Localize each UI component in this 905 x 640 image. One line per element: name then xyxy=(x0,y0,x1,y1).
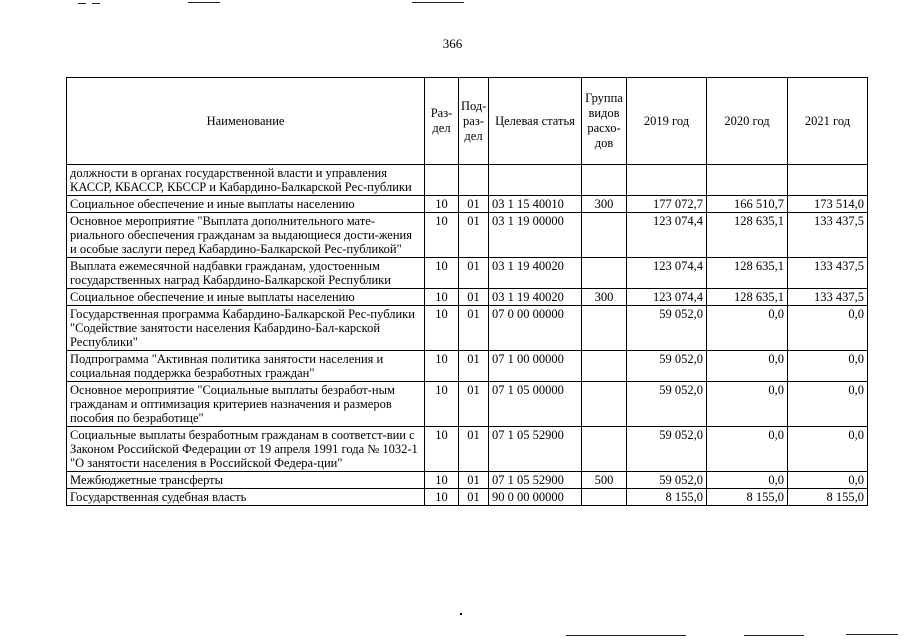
cell-podrazdel: 01 xyxy=(459,382,489,427)
col-header-2019: 2019 год xyxy=(627,78,707,165)
cell-y2021: 0,0 xyxy=(788,472,868,489)
cell-y2020: 0,0 xyxy=(707,382,788,427)
cell-y2021: 0,0 xyxy=(788,427,868,472)
cell-podrazdel: 01 xyxy=(459,306,489,351)
table-header xyxy=(67,78,868,165)
table-row xyxy=(67,258,868,289)
cell-y2021: 8 155,0 xyxy=(788,489,868,506)
cell-target: 03 1 19 00000 xyxy=(489,213,582,258)
col-header-group: Группа видов расхо-дов xyxy=(582,78,627,165)
table-row xyxy=(67,213,868,258)
scan-mark xyxy=(566,635,686,636)
cell-group xyxy=(582,427,627,472)
cell-name: Основное мероприятие "Выплата дополнительного мате-риального обеспечения гражданам за выдающиеся дости-жения и особые заслуги перед Кабардино-Балкарской Рес-публикой" xyxy=(67,213,425,258)
cell-group xyxy=(582,213,627,258)
cell-y2019: 59 052,0 xyxy=(627,427,707,472)
cell-podrazdel: 01 xyxy=(459,351,489,382)
cell-razdel: 10 xyxy=(425,196,459,213)
scan-mark xyxy=(78,3,86,4)
cell-group xyxy=(582,258,627,289)
cell-name: Выплата ежемесячной надбавки гражданам, удостоенным государственных наград Кабардино-Балкарской Республики xyxy=(67,258,425,289)
cell-y2019: 123 074,4 xyxy=(627,289,707,306)
cell-group xyxy=(582,306,627,351)
cell-name: Межбюджетные трансферты xyxy=(67,472,425,489)
col-header-2020: 2020 год xyxy=(707,78,788,165)
cell-y2020: 166 510,7 xyxy=(707,196,788,213)
cell-group xyxy=(582,382,627,427)
cell-name: Социальное обеспечение и иные выплаты населению xyxy=(67,289,425,306)
cell-group xyxy=(582,165,627,196)
cell-y2021: 0,0 xyxy=(788,351,868,382)
cell-razdel: 10 xyxy=(425,382,459,427)
cell-y2020: 0,0 xyxy=(707,306,788,351)
cell-y2021: 133 437,5 xyxy=(788,258,868,289)
cell-podrazdel: 01 xyxy=(459,196,489,213)
cell-y2019: 177 072,7 xyxy=(627,196,707,213)
scan-mark xyxy=(412,2,464,3)
budget-table xyxy=(66,77,868,506)
cell-y2019 xyxy=(627,165,707,196)
cell-y2021: 133 437,5 xyxy=(788,289,868,306)
cell-y2019: 59 052,0 xyxy=(627,472,707,489)
cell-y2020 xyxy=(707,165,788,196)
cell-name: Государственная судебная власть xyxy=(67,489,425,506)
cell-podrazdel: 01 xyxy=(459,489,489,506)
cell-podrazdel xyxy=(459,165,489,196)
cell-y2020: 8 155,0 xyxy=(707,489,788,506)
cell-podrazdel: 01 xyxy=(459,472,489,489)
scan-mark xyxy=(846,634,898,635)
cell-y2020: 0,0 xyxy=(707,351,788,382)
cell-y2019: 59 052,0 xyxy=(627,306,707,351)
col-header-2021: 2021 год xyxy=(788,78,868,165)
page-number: 366 xyxy=(442,36,463,51)
cell-y2020: 0,0 xyxy=(707,427,788,472)
table-row xyxy=(67,351,868,382)
cell-podrazdel: 01 xyxy=(459,258,489,289)
cell-target: 07 1 05 00000 xyxy=(489,382,582,427)
cell-podrazdel: 01 xyxy=(459,213,489,258)
cell-y2021 xyxy=(788,165,868,196)
cell-podrazdel: 01 xyxy=(459,289,489,306)
cell-razdel: 10 xyxy=(425,258,459,289)
col-header-podrazdel: Под-раз-дел xyxy=(459,78,489,165)
col-header-razdel: Раз-дел xyxy=(425,78,459,165)
cell-target: 03 1 19 40020 xyxy=(489,289,582,306)
cell-group xyxy=(582,489,627,506)
cell-y2020: 128 635,1 xyxy=(707,213,788,258)
scan-dot xyxy=(460,613,462,615)
table-row xyxy=(67,489,868,506)
cell-target: 07 1 05 52900 xyxy=(489,427,582,472)
table-body xyxy=(67,165,868,506)
table-row xyxy=(67,196,868,213)
cell-target: 07 1 05 52900 xyxy=(489,472,582,489)
cell-razdel: 10 xyxy=(425,306,459,351)
scan-mark xyxy=(92,3,100,4)
cell-y2019: 123 074,4 xyxy=(627,258,707,289)
cell-razdel: 10 xyxy=(425,427,459,472)
cell-razdel xyxy=(425,165,459,196)
cell-group: 300 xyxy=(582,289,627,306)
cell-y2020: 128 635,1 xyxy=(707,258,788,289)
cell-y2020: 0,0 xyxy=(707,472,788,489)
cell-razdel: 10 xyxy=(425,472,459,489)
cell-podrazdel: 01 xyxy=(459,427,489,472)
table-row xyxy=(67,472,868,489)
cell-name: Социальное обеспечение и иные выплаты населению xyxy=(67,196,425,213)
table-row xyxy=(67,306,868,351)
cell-group: 500 xyxy=(582,472,627,489)
cell-y2019: 59 052,0 xyxy=(627,382,707,427)
cell-y2021: 133 437,5 xyxy=(788,213,868,258)
cell-razdel: 10 xyxy=(425,351,459,382)
cell-target xyxy=(489,165,582,196)
cell-group xyxy=(582,351,627,382)
cell-name: Основное мероприятие "Социальные выплаты безработ-ным гражданам и оптимизация критериев назначения и размеров пособия по безработице" xyxy=(67,382,425,427)
cell-y2021: 173 514,0 xyxy=(788,196,868,213)
cell-razdel: 10 xyxy=(425,213,459,258)
cell-target: 07 0 00 00000 xyxy=(489,306,582,351)
cell-name: Социальные выплаты безработным гражданам в соответст-вии с Законом Российской Федерации от 19 апреля 1991 года № 1032-1 "О занятости населения в Российской Федера-ции" xyxy=(67,427,425,472)
cell-target: 07 1 00 00000 xyxy=(489,351,582,382)
table-row xyxy=(67,382,868,427)
table-row xyxy=(67,165,868,196)
col-header-name: Наименование xyxy=(67,78,425,165)
col-header-target: Целевая статья xyxy=(489,78,582,165)
cell-y2021: 0,0 xyxy=(788,306,868,351)
cell-razdel: 10 xyxy=(425,489,459,506)
cell-name: Государственная программа Кабардино-Балкарской Рес-публики "Содействие занятости населения Кабардино-Бал-карской Республики" xyxy=(67,306,425,351)
cell-target: 90 0 00 00000 xyxy=(489,489,582,506)
cell-group: 300 xyxy=(582,196,627,213)
cell-target: 03 1 15 40010 xyxy=(489,196,582,213)
cell-name: Подпрограмма "Активная политика занятости населения и социальная поддержка безработных граждан" xyxy=(67,351,425,382)
cell-name: должности в органах государственной власти и управления КАССР, КБАССР, КБССР и Кабардино-Балкарской Рес-публики xyxy=(67,165,425,196)
cell-razdel: 10 xyxy=(425,289,459,306)
cell-target: 03 1 19 40020 xyxy=(489,258,582,289)
cell-y2021: 0,0 xyxy=(788,382,868,427)
cell-y2020: 128 635,1 xyxy=(707,289,788,306)
cell-y2019: 8 155,0 xyxy=(627,489,707,506)
scan-mark xyxy=(188,2,220,3)
cell-y2019: 123 074,4 xyxy=(627,213,707,258)
table-row xyxy=(67,427,868,472)
table-row xyxy=(67,289,868,306)
scan-mark xyxy=(744,635,804,636)
cell-y2019: 59 052,0 xyxy=(627,351,707,382)
